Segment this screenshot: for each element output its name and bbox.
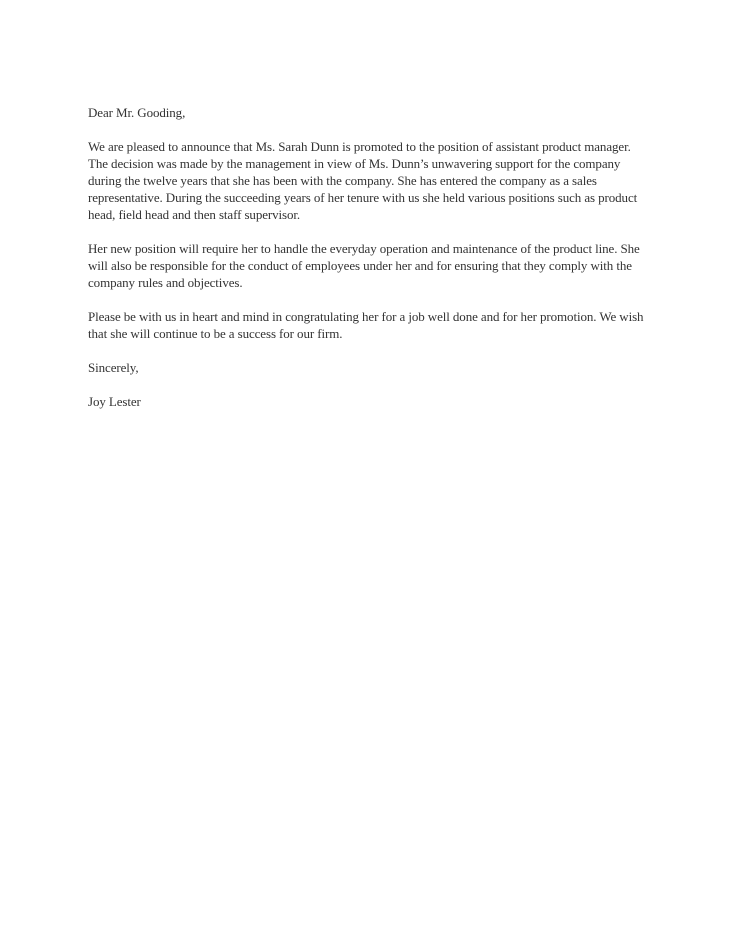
letter-body <box>88 104 650 410</box>
paragraph-responsibilities: Her new position will require her to handle the everyday operation and maintenance of the product line. She will also be responsible for the conduct of employees under her and for ensuring that they comply with the company rules and objectives. <box>88 241 640 290</box>
paragraph-congratulations: Please be with us in heart and mind in congratulating her for a job well done and for her promotion. We wish that she will continue to be a success for our firm. <box>88 309 644 341</box>
signature: Joy Lester <box>88 394 141 409</box>
paragraph-announcement: We are pleased to announce that Ms. Sarah Dunn is promoted to the position of assistant product manager. The decision was made by the management in view of Ms. Dunn’s unwavering support for the company during the twelve years that she has been with the company. She has entered the company as a sales representative. During the succeeding years of her tenure with us she held various positions such as product head, field head and then staff supervisor. <box>88 139 638 222</box>
closing: Sincerely, <box>88 360 139 375</box>
salutation: Dear Mr. Gooding, <box>88 105 186 120</box>
